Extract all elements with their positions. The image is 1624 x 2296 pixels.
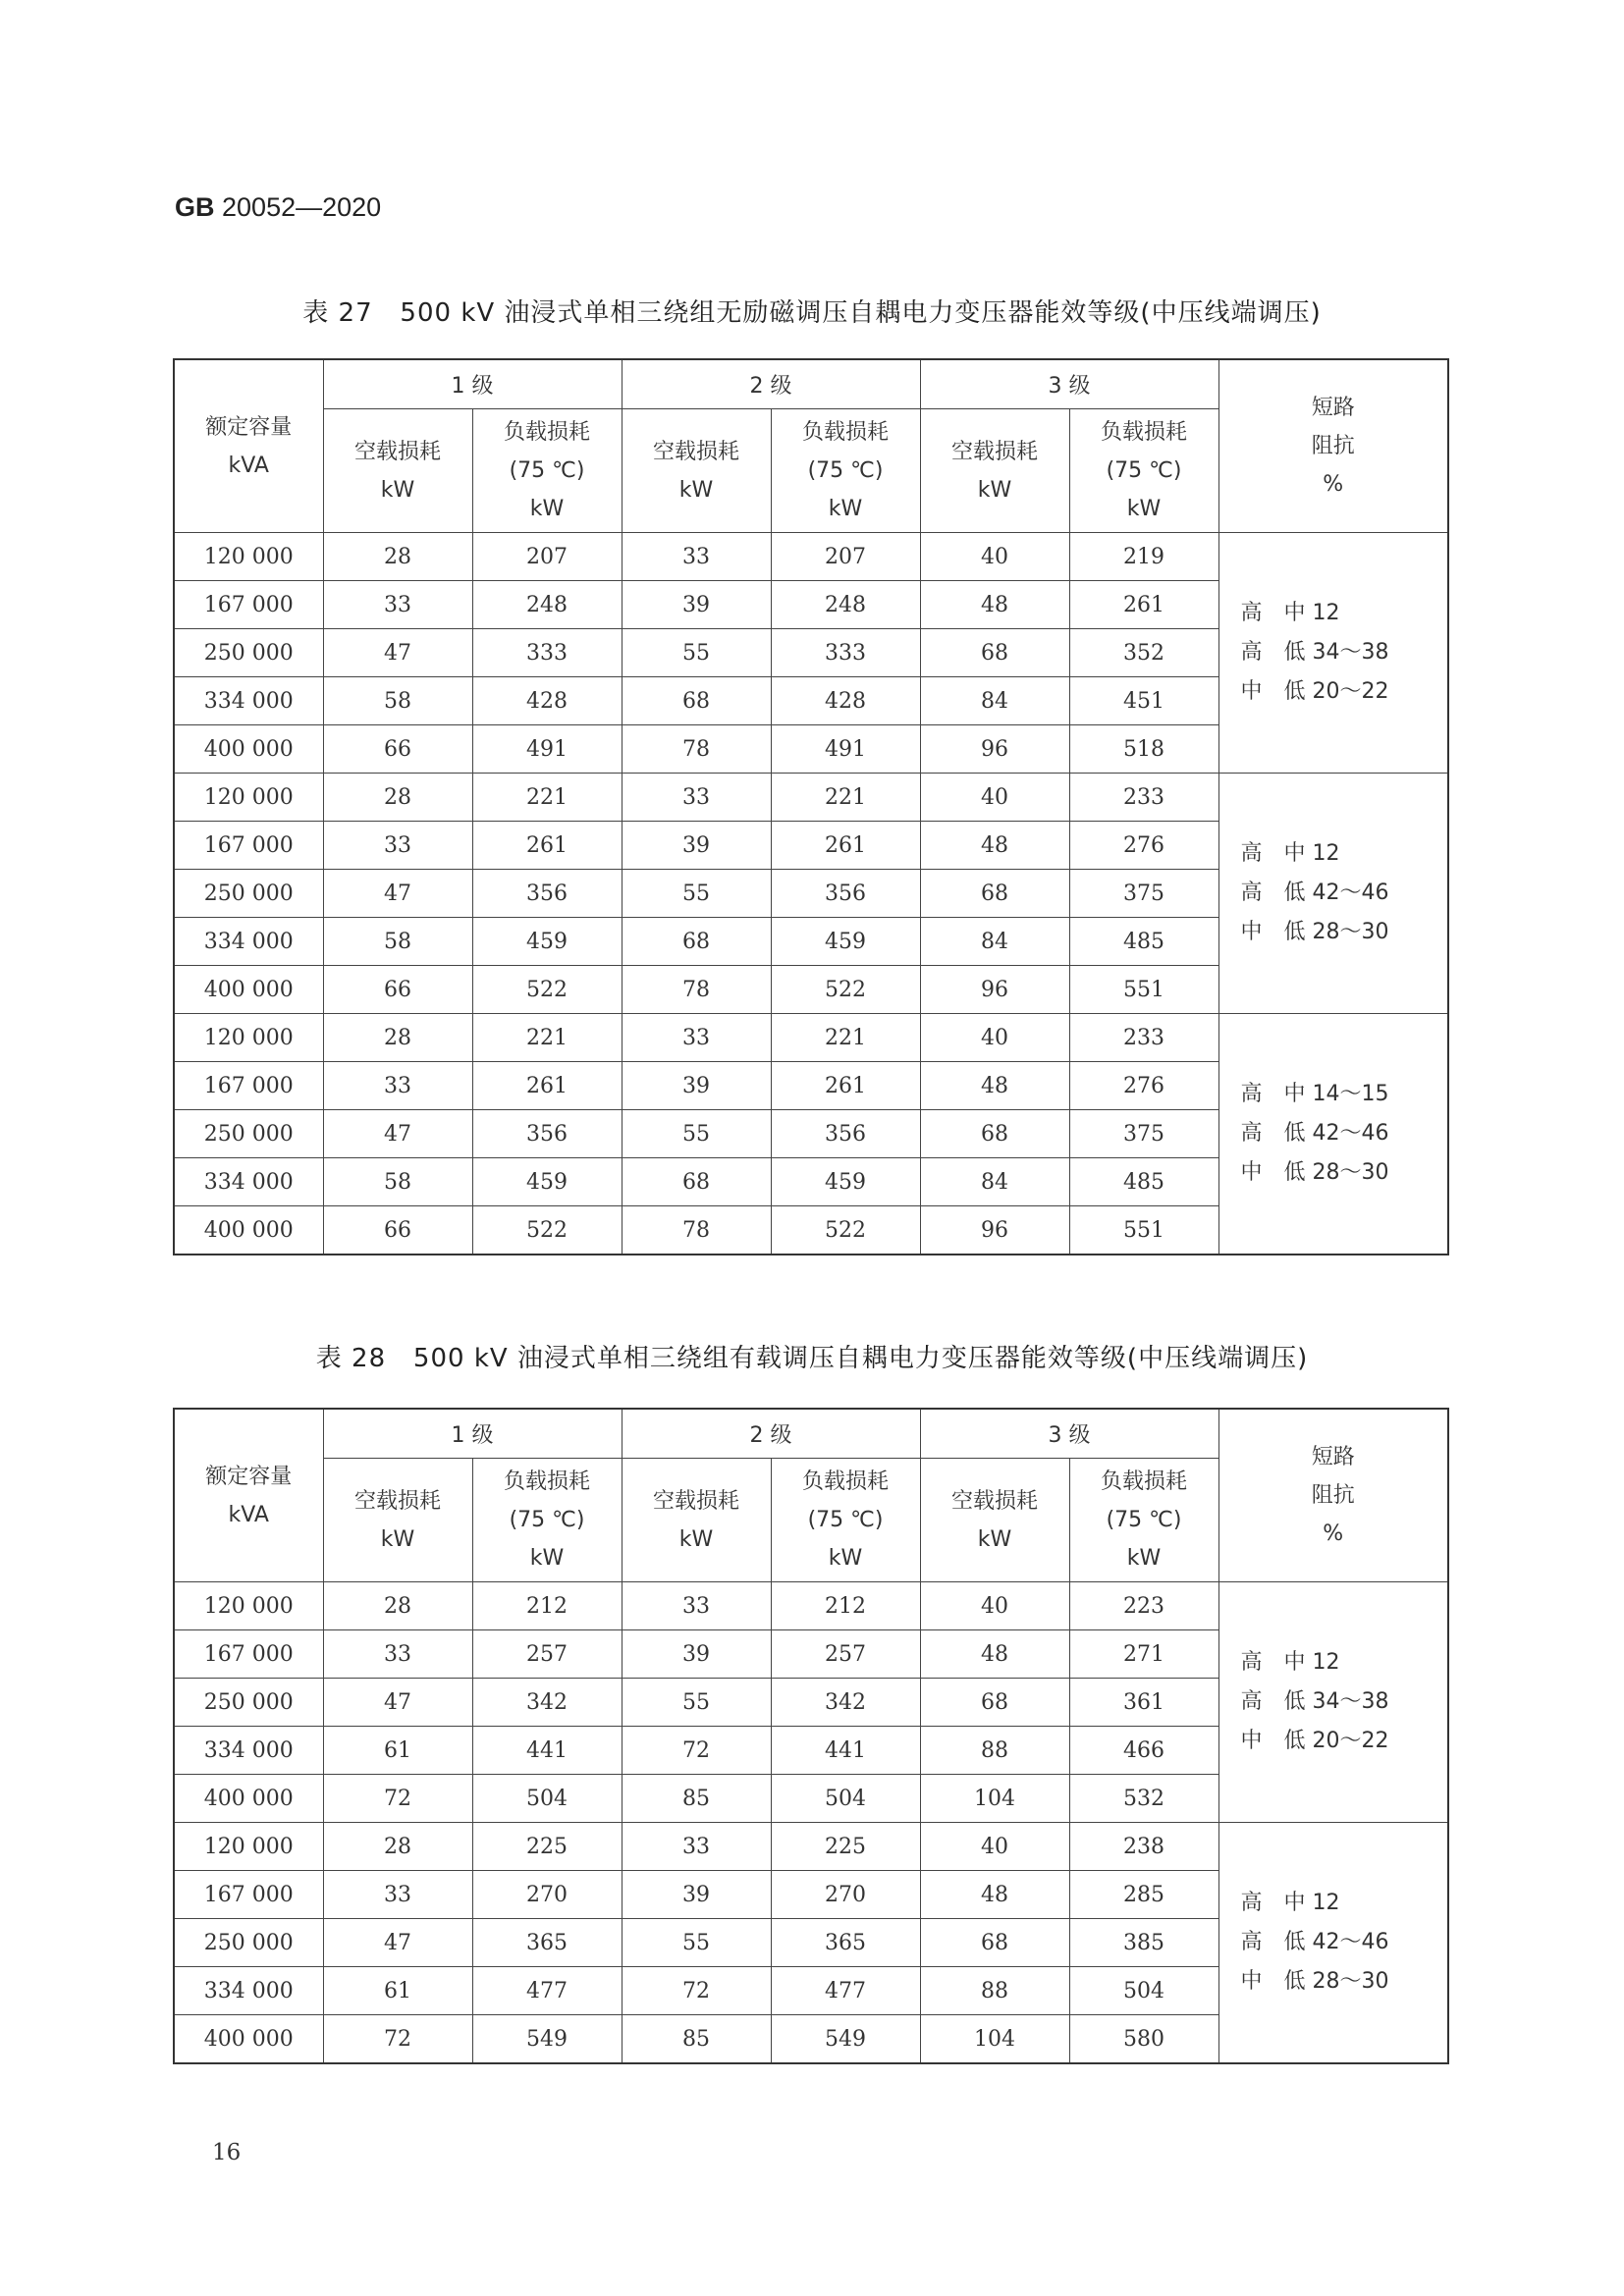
value-cell: 221 (771, 774, 920, 822)
value-cell: 48 (920, 822, 1069, 870)
impedance-cell-line: 高 中 12 (1240, 601, 1340, 625)
value-cell: 271 (1069, 1630, 1218, 1679)
load-loss-header (472, 1459, 622, 1582)
impedance-cell-line: 高 低 34～38 (1240, 640, 1389, 665)
capacity-cell: 167 000 (174, 1871, 323, 1919)
load-loss-header-line: kW (1126, 497, 1162, 521)
capacity-header-line: kVA (228, 453, 269, 478)
value-cell: 39 (622, 1630, 771, 1679)
impedance-cell-line: 高 中 12 (1240, 841, 1340, 866)
no-load-loss-header (920, 409, 1069, 533)
no-load-loss-header (622, 409, 771, 533)
load-loss-header-line: (75 ℃) (509, 458, 585, 483)
load-loss-header-line: (75 ℃) (1106, 458, 1182, 483)
no-load-loss-header-line: 空载损耗 (353, 439, 441, 464)
value-cell: 459 (771, 918, 920, 966)
capacity-cell: 120 000 (174, 1582, 323, 1630)
value-cell: 78 (622, 725, 771, 774)
value-cell: 504 (1069, 1967, 1218, 2015)
impedance-cell-line: 中 低 20～22 (1240, 679, 1389, 704)
value-cell: 47 (323, 1919, 472, 1967)
load-loss-header-line: kW (828, 497, 863, 521)
value-cell: 356 (472, 1110, 622, 1158)
value-cell: 261 (472, 822, 622, 870)
table-27-caption (0, 293, 1624, 329)
value-cell: 485 (1069, 918, 1218, 966)
value-cell: 72 (622, 1967, 771, 2015)
value-cell: 532 (1069, 1775, 1218, 1823)
load-loss-header-line: 负载损耗 (1100, 420, 1187, 445)
value-cell: 96 (920, 966, 1069, 1014)
value-cell: 333 (771, 629, 920, 677)
value-cell: 233 (1069, 1014, 1218, 1062)
value-cell: 68 (920, 1110, 1069, 1158)
value-cell: 261 (771, 822, 920, 870)
value-cell: 233 (1069, 774, 1218, 822)
no-load-loss-header (622, 1459, 771, 1582)
capacity-cell: 250 000 (174, 1110, 323, 1158)
value-cell: 39 (622, 1871, 771, 1919)
capacity-cell: 167 000 (174, 1062, 323, 1110)
value-cell: 55 (622, 1919, 771, 1967)
impedance-cell-line: 高 低 42～46 (1240, 1121, 1389, 1146)
capacity-cell: 167 000 (174, 1630, 323, 1679)
value-cell: 47 (323, 870, 472, 918)
capacity-cell: 334 000 (174, 918, 323, 966)
value-cell: 207 (472, 533, 622, 581)
value-cell: 85 (622, 2015, 771, 2064)
value-cell: 375 (1069, 1110, 1218, 1158)
value-cell: 361 (1069, 1679, 1218, 1727)
value-cell: 84 (920, 677, 1069, 725)
value-cell: 466 (1069, 1727, 1218, 1775)
value-cell: 40 (920, 533, 1069, 581)
value-cell: 39 (622, 581, 771, 629)
value-cell: 48 (920, 581, 1069, 629)
value-cell: 68 (622, 918, 771, 966)
value-cell: 88 (920, 1727, 1069, 1775)
value-cell: 261 (1069, 581, 1218, 629)
value-cell: 33 (323, 581, 472, 629)
value-cell: 33 (622, 1582, 771, 1630)
load-loss-header (771, 1459, 920, 1582)
load-loss-header-line: 负载损耗 (503, 1469, 590, 1494)
value-cell: 66 (323, 966, 472, 1014)
capacity-cell: 250 000 (174, 1919, 323, 1967)
impedance-cell (1218, 533, 1448, 774)
value-cell: 39 (622, 822, 771, 870)
value-cell: 522 (472, 966, 622, 1014)
capacity-cell: 120 000 (174, 1014, 323, 1062)
load-loss-header-line: (75 ℃) (807, 458, 884, 483)
value-cell: 522 (771, 1206, 920, 1255)
table-row (174, 533, 1448, 581)
value-cell: 212 (472, 1582, 622, 1630)
capacity-cell: 167 000 (174, 581, 323, 629)
capacity-cell: 120 000 (174, 533, 323, 581)
impedance-cell-line: 高 中 14～15 (1240, 1082, 1389, 1106)
value-cell: 72 (622, 1727, 771, 1775)
capacity-cell: 250 000 (174, 629, 323, 677)
level-header: 1 级 (323, 1409, 622, 1459)
value-cell: 477 (472, 1967, 622, 2015)
impedance-cell-line: 中 低 28～30 (1240, 1160, 1389, 1185)
value-cell: 225 (472, 1823, 622, 1871)
value-cell: 48 (920, 1062, 1069, 1110)
load-loss-header-line: kW (529, 497, 565, 521)
impedance-header-line: 短路 (1311, 396, 1355, 420)
value-cell: 55 (622, 870, 771, 918)
value-cell: 285 (1069, 1871, 1218, 1919)
value-cell: 40 (920, 1014, 1069, 1062)
impedance-cell-line: 高 中 12 (1240, 1650, 1340, 1675)
value-cell: 221 (771, 1014, 920, 1062)
no-load-loss-header (323, 1459, 472, 1582)
table-row (174, 1823, 1448, 1871)
value-cell: 47 (323, 1110, 472, 1158)
value-cell: 104 (920, 1775, 1069, 1823)
value-cell: 342 (472, 1679, 622, 1727)
capacity-cell: 250 000 (174, 1679, 323, 1727)
value-cell: 28 (323, 1014, 472, 1062)
capacity-cell: 400 000 (174, 966, 323, 1014)
capacity-cell: 400 000 (174, 725, 323, 774)
value-cell: 219 (1069, 533, 1218, 581)
value-cell: 28 (323, 1582, 472, 1630)
value-cell: 33 (622, 533, 771, 581)
capacity-header (174, 359, 323, 533)
no-load-loss-header-line: kW (380, 1526, 415, 1552)
value-cell: 39 (622, 1062, 771, 1110)
value-cell: 441 (771, 1727, 920, 1775)
value-cell: 207 (771, 533, 920, 581)
value-cell: 477 (771, 1967, 920, 2015)
value-cell: 212 (771, 1582, 920, 1630)
capacity-cell: 120 000 (174, 774, 323, 822)
impedance-header (1218, 1409, 1448, 1582)
header-row (174, 1409, 1448, 1459)
value-cell: 33 (622, 1823, 771, 1871)
load-loss-header-line: 负载损耗 (1100, 1469, 1187, 1494)
value-cell: 221 (472, 1014, 622, 1062)
value-cell: 356 (472, 870, 622, 918)
value-cell: 40 (920, 1823, 1069, 1871)
load-loss-header-line: kW (828, 1546, 863, 1571)
value-cell: 48 (920, 1871, 1069, 1919)
value-cell: 522 (472, 1206, 622, 1255)
value-cell: 68 (622, 677, 771, 725)
value-cell: 72 (323, 2015, 472, 2064)
value-cell: 85 (622, 1775, 771, 1823)
value-cell: 459 (771, 1158, 920, 1206)
value-cell: 61 (323, 1727, 472, 1775)
value-cell: 104 (920, 2015, 1069, 2064)
capacity-header (174, 1409, 323, 1582)
value-cell: 270 (472, 1871, 622, 1919)
standard-code: GB (175, 192, 215, 222)
load-loss-header (771, 409, 920, 533)
value-cell: 78 (622, 1206, 771, 1255)
value-cell: 549 (771, 2015, 920, 2064)
value-cell: 356 (771, 870, 920, 918)
table-28 (173, 1408, 1449, 2064)
value-cell: 356 (771, 1110, 920, 1158)
value-cell: 58 (323, 677, 472, 725)
capacity-header-line: kVA (228, 1502, 269, 1527)
value-cell: 225 (771, 1823, 920, 1871)
value-cell: 485 (1069, 1158, 1218, 1206)
value-cell: 28 (323, 774, 472, 822)
impedance-cell-line: 高 中 12 (1240, 1891, 1340, 1915)
impedance-header-line: % (1323, 1522, 1344, 1546)
impedance-cell (1218, 774, 1448, 1014)
no-load-loss-header-line: 空载损耗 (353, 1488, 441, 1514)
value-cell: 428 (472, 677, 622, 725)
no-load-loss-header-line: kW (678, 477, 714, 503)
value-cell: 375 (1069, 870, 1218, 918)
value-cell: 248 (771, 581, 920, 629)
value-cell: 257 (771, 1630, 920, 1679)
impedance-cell (1218, 1014, 1448, 1255)
value-cell: 459 (472, 918, 622, 966)
value-cell: 551 (1069, 966, 1218, 1014)
capacity-cell: 334 000 (174, 677, 323, 725)
value-cell: 96 (920, 1206, 1069, 1255)
load-loss-header-line: 负载损耗 (801, 420, 889, 445)
no-load-loss-header-line: 空载损耗 (950, 439, 1038, 464)
no-load-loss-header-line: 空载损耗 (950, 1488, 1038, 1514)
level-header: 3 级 (920, 359, 1218, 409)
value-cell: 365 (771, 1919, 920, 1967)
value-cell: 28 (323, 533, 472, 581)
table-28-caption-text: 500 kV 油浸式单相三绕组有载调压自耦电力变压器能效等级(中压线端调压) (412, 1344, 1309, 1373)
load-loss-header (1069, 1459, 1218, 1582)
table-row (174, 774, 1448, 822)
value-cell: 276 (1069, 1062, 1218, 1110)
impedance-cell (1218, 1823, 1448, 2064)
value-cell: 261 (472, 1062, 622, 1110)
value-cell: 549 (472, 2015, 622, 2064)
impedance-header-line: 短路 (1311, 1445, 1355, 1469)
capacity-cell: 400 000 (174, 1775, 323, 1823)
capacity-header-line: 额定容量 (205, 1464, 293, 1489)
capacity-cell: 334 000 (174, 1158, 323, 1206)
value-cell: 518 (1069, 725, 1218, 774)
value-cell: 68 (920, 870, 1069, 918)
level-header: 1 级 (323, 359, 622, 409)
load-loss-header-line: (75 ℃) (807, 1508, 884, 1532)
capacity-cell: 400 000 (174, 1206, 323, 1255)
capacity-cell: 334 000 (174, 1727, 323, 1775)
value-cell: 33 (323, 1062, 472, 1110)
value-cell: 68 (622, 1158, 771, 1206)
value-cell: 40 (920, 1582, 1069, 1630)
value-cell: 261 (771, 1062, 920, 1110)
value-cell: 580 (1069, 2015, 1218, 2064)
value-cell: 33 (323, 1871, 472, 1919)
value-cell: 223 (1069, 1582, 1218, 1630)
value-cell: 491 (771, 725, 920, 774)
value-cell: 491 (472, 725, 622, 774)
value-cell: 33 (622, 774, 771, 822)
value-cell: 68 (920, 1919, 1069, 1967)
no-load-loss-header (323, 409, 472, 533)
header-row (174, 359, 1448, 409)
value-cell: 61 (323, 1967, 472, 2015)
value-cell: 276 (1069, 822, 1218, 870)
no-load-loss-header-line: kW (977, 1526, 1012, 1552)
load-loss-header-line: 负载损耗 (801, 1469, 889, 1494)
load-loss-header-line: kW (529, 1546, 565, 1571)
value-cell: 33 (622, 1014, 771, 1062)
value-cell: 55 (622, 1110, 771, 1158)
standard-number: 20052—2020 (222, 192, 382, 222)
table-27-caption-text: 500 kV 油浸式单相三绕组无励磁调压自耦电力变压器能效等级(中压线端调压) (400, 298, 1322, 328)
value-cell: 68 (920, 1679, 1069, 1727)
value-cell: 68 (920, 629, 1069, 677)
value-cell: 58 (323, 1158, 472, 1206)
level-header: 2 级 (622, 1409, 920, 1459)
impedance-header (1218, 359, 1448, 533)
level-header: 3 级 (920, 1409, 1218, 1459)
value-cell: 47 (323, 1679, 472, 1727)
value-cell: 33 (323, 822, 472, 870)
load-loss-header-line: (75 ℃) (1106, 1508, 1182, 1532)
value-cell: 58 (323, 918, 472, 966)
level-header: 2 级 (622, 359, 920, 409)
impedance-header-line: 阻抗 (1311, 434, 1355, 458)
no-load-loss-header-line: kW (977, 477, 1012, 503)
value-cell: 40 (920, 774, 1069, 822)
value-cell: 33 (323, 1630, 472, 1679)
value-cell: 72 (323, 1775, 472, 1823)
no-load-loss-header (920, 1459, 1069, 1582)
no-load-loss-header-line: 空载损耗 (652, 439, 739, 464)
impedance-cell-line: 高 低 34～38 (1240, 1689, 1389, 1714)
capacity-cell: 250 000 (174, 870, 323, 918)
value-cell: 78 (622, 966, 771, 1014)
value-cell: 48 (920, 1630, 1069, 1679)
value-cell: 385 (1069, 1919, 1218, 1967)
value-cell: 66 (323, 725, 472, 774)
value-cell: 55 (622, 1679, 771, 1727)
value-cell: 47 (323, 629, 472, 677)
value-cell: 248 (472, 581, 622, 629)
standard-header (175, 192, 381, 223)
value-cell: 221 (472, 774, 622, 822)
table-row (174, 1582, 1448, 1630)
table-27-caption-number: 表 27 (302, 298, 373, 328)
value-cell: 365 (472, 1919, 622, 1967)
value-cell: 270 (771, 1871, 920, 1919)
value-cell: 55 (622, 629, 771, 677)
value-cell: 451 (1069, 677, 1218, 725)
value-cell: 428 (771, 677, 920, 725)
value-cell: 352 (1069, 629, 1218, 677)
load-loss-header (472, 409, 622, 533)
capacity-cell: 400 000 (174, 2015, 323, 2064)
no-load-loss-header-line: kW (678, 1526, 714, 1552)
value-cell: 504 (472, 1775, 622, 1823)
value-cell: 459 (472, 1158, 622, 1206)
value-cell: 504 (771, 1775, 920, 1823)
value-cell: 88 (920, 1967, 1069, 2015)
impedance-header-line: % (1323, 472, 1344, 497)
value-cell: 84 (920, 918, 1069, 966)
value-cell: 333 (472, 629, 622, 677)
value-cell: 238 (1069, 1823, 1218, 1871)
capacity-cell: 167 000 (174, 822, 323, 870)
load-loss-header-line: kW (1126, 1546, 1162, 1571)
table-27 (173, 358, 1449, 1255)
no-load-loss-header-line: kW (380, 477, 415, 503)
table-28-caption-number: 表 28 (315, 1344, 387, 1373)
capacity-cell: 120 000 (174, 1823, 323, 1871)
impedance-cell (1218, 1582, 1448, 1823)
impedance-cell-line: 高 低 42～46 (1240, 881, 1389, 905)
capacity-header-line: 额定容量 (205, 414, 293, 440)
impedance-header-line: 阻抗 (1311, 1483, 1355, 1508)
impedance-cell-line: 高 低 42～46 (1240, 1930, 1389, 1954)
value-cell: 441 (472, 1727, 622, 1775)
value-cell: 342 (771, 1679, 920, 1727)
value-cell: 522 (771, 966, 920, 1014)
impedance-cell-line: 中 低 28～30 (1240, 920, 1389, 944)
table-28-caption (0, 1338, 1624, 1374)
page-number: 16 (212, 2140, 242, 2165)
value-cell: 551 (1069, 1206, 1218, 1255)
value-cell: 84 (920, 1158, 1069, 1206)
impedance-cell-line: 中 低 20～22 (1240, 1729, 1389, 1753)
impedance-cell-line: 中 低 28～30 (1240, 1969, 1389, 1994)
value-cell: 96 (920, 725, 1069, 774)
value-cell: 28 (323, 1823, 472, 1871)
load-loss-header (1069, 409, 1218, 533)
table-row (174, 1014, 1448, 1062)
capacity-cell: 334 000 (174, 1967, 323, 2015)
no-load-loss-header-line: 空载损耗 (652, 1488, 739, 1514)
load-loss-header-line: (75 ℃) (509, 1508, 585, 1532)
value-cell: 257 (472, 1630, 622, 1679)
value-cell: 66 (323, 1206, 472, 1255)
load-loss-header-line: 负载损耗 (503, 420, 590, 445)
